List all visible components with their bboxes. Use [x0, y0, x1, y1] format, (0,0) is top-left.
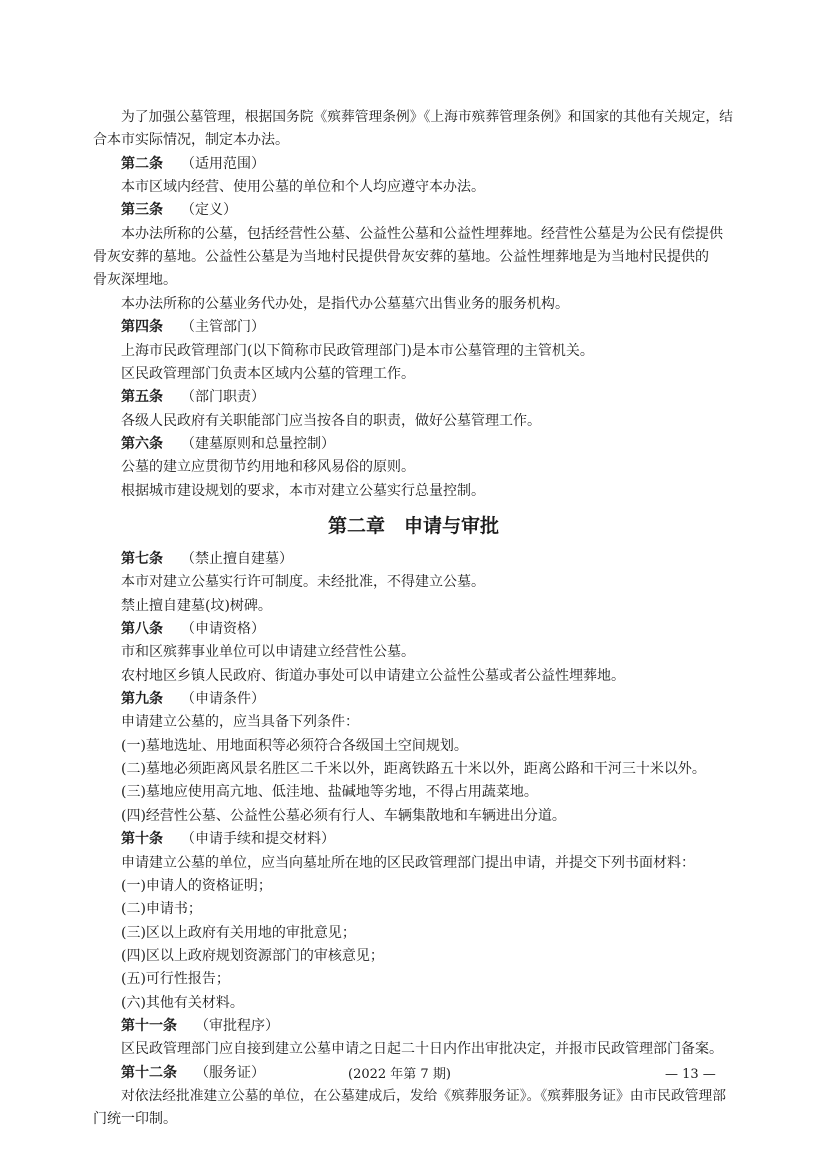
article-number: 第十二条 [121, 1064, 177, 1081]
chapter-heading: 第二章 申请与审批 [327, 514, 499, 537]
text-line: (二)申请书； [121, 901, 202, 918]
text-line: 门统一印制。 [93, 1111, 177, 1128]
text-line: (二)墓地必须距离风景名胜区二千米以外，距离铁路五十米以外，距离公路和干河三十米以外。 [121, 761, 706, 778]
text-line: (三)区以上政府有关用地的审批意见； [121, 924, 356, 941]
article-heading [0, 388, 734, 406]
article-title: （申请资格） [181, 621, 265, 637]
text-line: (一)墓地选址、用地面积等必须符合各级国土空间规划。 [121, 737, 468, 754]
text-line: 骨灰安葬的墓地。公益性公墓是为当地村民提供骨灰安葬的墓地。公益性埋葬地是为当地村民提供的 [93, 249, 709, 266]
article-title: （禁止擅自建墓） [181, 550, 293, 567]
article-heading [0, 690, 734, 708]
text-line: 合本市实际情况，制定本办法。 [93, 132, 289, 149]
article-heading [0, 550, 734, 568]
article-title: （部门职责） [181, 389, 265, 406]
article-number: 第十条 [121, 831, 163, 848]
text-line: 本办法所称的公墓，包括经营性公墓、公益性公墓和公益性埋葬地。经营性公墓是为公民有偿提供 [121, 225, 723, 242]
text-line: (一)申请人的资格证明； [121, 877, 272, 894]
article-heading [0, 830, 734, 848]
article-title: （建墓原则和总量控制） [181, 435, 335, 452]
text-line: 公墓的建立应贯彻节约用地和移风易俗的原则。 [121, 459, 415, 476]
text-line: 本市区域内经营、使用公墓的单位和个人均应遵守本办法。 [121, 179, 485, 196]
text-line: 区民政管理部门应自接到建立公墓申请之日起二十日内作出审批决定，并报市民政管理部门备案。 [121, 1041, 723, 1058]
page-number: — 13 — [665, 1067, 716, 1082]
article-heading [0, 435, 734, 453]
text-line: 根据城市建设规划的要求，本市对建立公墓实行总量控制。 [121, 482, 485, 499]
article-title: （申请手续和提交材料） [181, 831, 335, 848]
text-line: (五)可行性报告； [121, 971, 230, 988]
text-line: 本市对建立公墓实行许可制度。未经批准，不得建立公墓。 [121, 574, 485, 591]
article-title: （适用范围） [181, 155, 265, 172]
article-heading [0, 201, 734, 219]
article-heading [0, 155, 734, 173]
text-line: 申请建立公墓的单位，应当向墓址所在地的区民政管理部门提出申请，并提交下列书面材料： [121, 854, 695, 871]
article-title: （审批程序） [195, 1017, 279, 1034]
text-line: 农村地区乡镇人民政府、街道办事处可以申请建立公益性公墓或者公益性埋葬地。 [121, 667, 625, 684]
text-line: (四)区以上政府规划资源部门的审核意见； [121, 947, 384, 964]
text-line: 禁止擅自建墓(坟)树碑。 [121, 597, 272, 614]
article-number: 第三条 [121, 202, 163, 219]
article-number: 第四条 [121, 319, 163, 336]
text-line: 骨灰深埋地。 [93, 272, 177, 289]
article-title: （定义） [181, 202, 237, 219]
text-line: (六)其他有关材料。 [121, 994, 244, 1011]
article-number: 第七条 [121, 550, 163, 567]
article-number: 第九条 [121, 691, 163, 708]
article-number: 第八条 [121, 621, 163, 637]
text-line: (四)经营性公墓、公益性公墓必须有行人、车辆集散地和车辆进出分道。 [121, 807, 566, 824]
text-line: 区民政管理部门负责本区域内公墓的管理工作。 [121, 365, 415, 382]
article-number: 第五条 [121, 389, 163, 406]
article-heading [0, 620, 734, 638]
text-line: 申请建立公墓的，应当具备下列条件： [121, 714, 359, 731]
text-line: 对依法经批准建立公墓的单位，在公墓建成后，发给《殡葬服务证》。《殡葬服务证》由市民政管理部 [121, 1088, 727, 1104]
article-heading [0, 318, 734, 336]
article-number: 第二条 [121, 155, 163, 172]
article-number: 第十一条 [121, 1017, 177, 1034]
issue-label: (2022 年第 7 期) [348, 1067, 451, 1082]
article-title: （主管部门） [181, 319, 265, 336]
article-number: 第六条 [121, 435, 163, 452]
text-line: 本办法所称的公墓业务代办处，是指代办公墓墓穴出售业务的服务机构。 [121, 295, 569, 312]
article-title: （服务证） [195, 1064, 265, 1081]
text-line: 上海市民政管理部门(以下简称市民政管理部门)是本市公墓管理的主管机关。 [121, 342, 594, 359]
text-line: 为了加强公墓管理，根据国务院《殡葬管理条例》《上海市殡葬管理条例》和国家的其他有关规定，结 [121, 109, 733, 125]
text-line: 各级人民政府有关职能部门应当按各自的职责，做好公墓管理工作。 [121, 412, 541, 429]
article-title: （申请条件） [181, 691, 265, 708]
text-line: 市和区殡葬事业单位可以申请建立经营性公墓。 [121, 644, 415, 661]
text-line: (三)墓地应使用高亢地、低洼地、盐碱地等劣地，不得占用蔬菜地。 [121, 784, 538, 801]
article-heading [0, 1017, 734, 1035]
